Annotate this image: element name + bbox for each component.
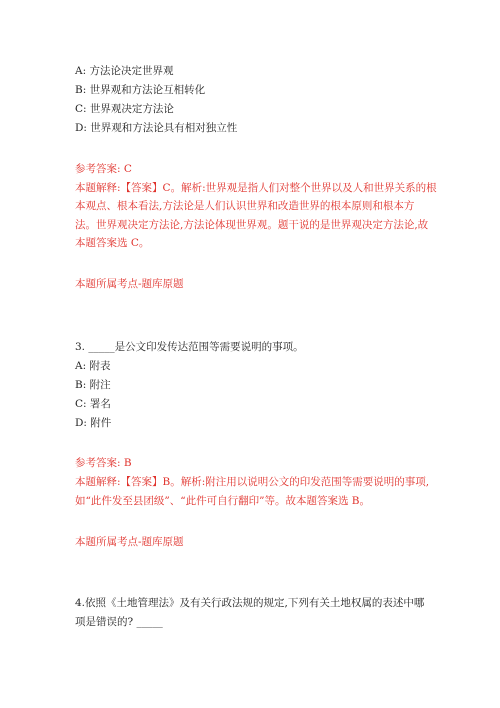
q3-option-d: D: 附件 bbox=[75, 417, 112, 429]
q3-option-c: C: 署名 bbox=[75, 398, 111, 410]
q2-answer: 参考答案: C bbox=[75, 163, 132, 175]
q4-stem-line-2: 项是错误的? _____ bbox=[75, 616, 163, 628]
q2-explanation-line-2: 本观点、根本看法,方法论是人们认识世界和改造世界的根本原则和根本方 bbox=[75, 200, 415, 212]
q3-answer: 参考答案: B bbox=[75, 457, 132, 469]
q2-explanation-line-3: 法。世界观决定方法论,方法论体现世界观。题干说的是世界观决定方法论,故 bbox=[75, 219, 429, 231]
q3-option-a: A: 附表 bbox=[75, 360, 111, 372]
q2-option-c: C: 世界观决定方法论 bbox=[75, 103, 174, 115]
q2-option-d: D: 世界观和方法论具有相对独立性 bbox=[75, 122, 238, 134]
q3-option-b: B: 附注 bbox=[75, 379, 111, 391]
q2-source: 本题所属考点-题库原题 bbox=[75, 278, 184, 290]
q2-explanation-line-1: 本题解释:【答案】C。解析:世界观是指人们对整个世界以及人和世界关系的根 bbox=[75, 182, 437, 194]
q4-stem-line-1: 4.依照《土地管理法》及有关行政法规的规定,下列有关土地权属的表述中哪 bbox=[75, 597, 425, 609]
q3-source: 本题所属考点-题库原题 bbox=[75, 536, 184, 548]
q3-explanation-line-2: 如“此件发至县团级”、“此件可自行翻印”等。故本题答案选 B。 bbox=[75, 495, 371, 507]
q3-stem: 3. _____是公文印发传达范围等需要说明的事项。 bbox=[75, 341, 304, 353]
q2-option-b: B: 世界观和方法论互相转化 bbox=[75, 84, 206, 96]
q2-option-a: A: 方法论决定世界观 bbox=[75, 65, 174, 77]
q2-explanation-line-4: 本题答案选 C。 bbox=[75, 237, 150, 249]
q3-explanation-line-1: 本题解释:【答案】B。解析:附注用以说明公文的印发范围等需要说明的事项, bbox=[75, 476, 430, 488]
